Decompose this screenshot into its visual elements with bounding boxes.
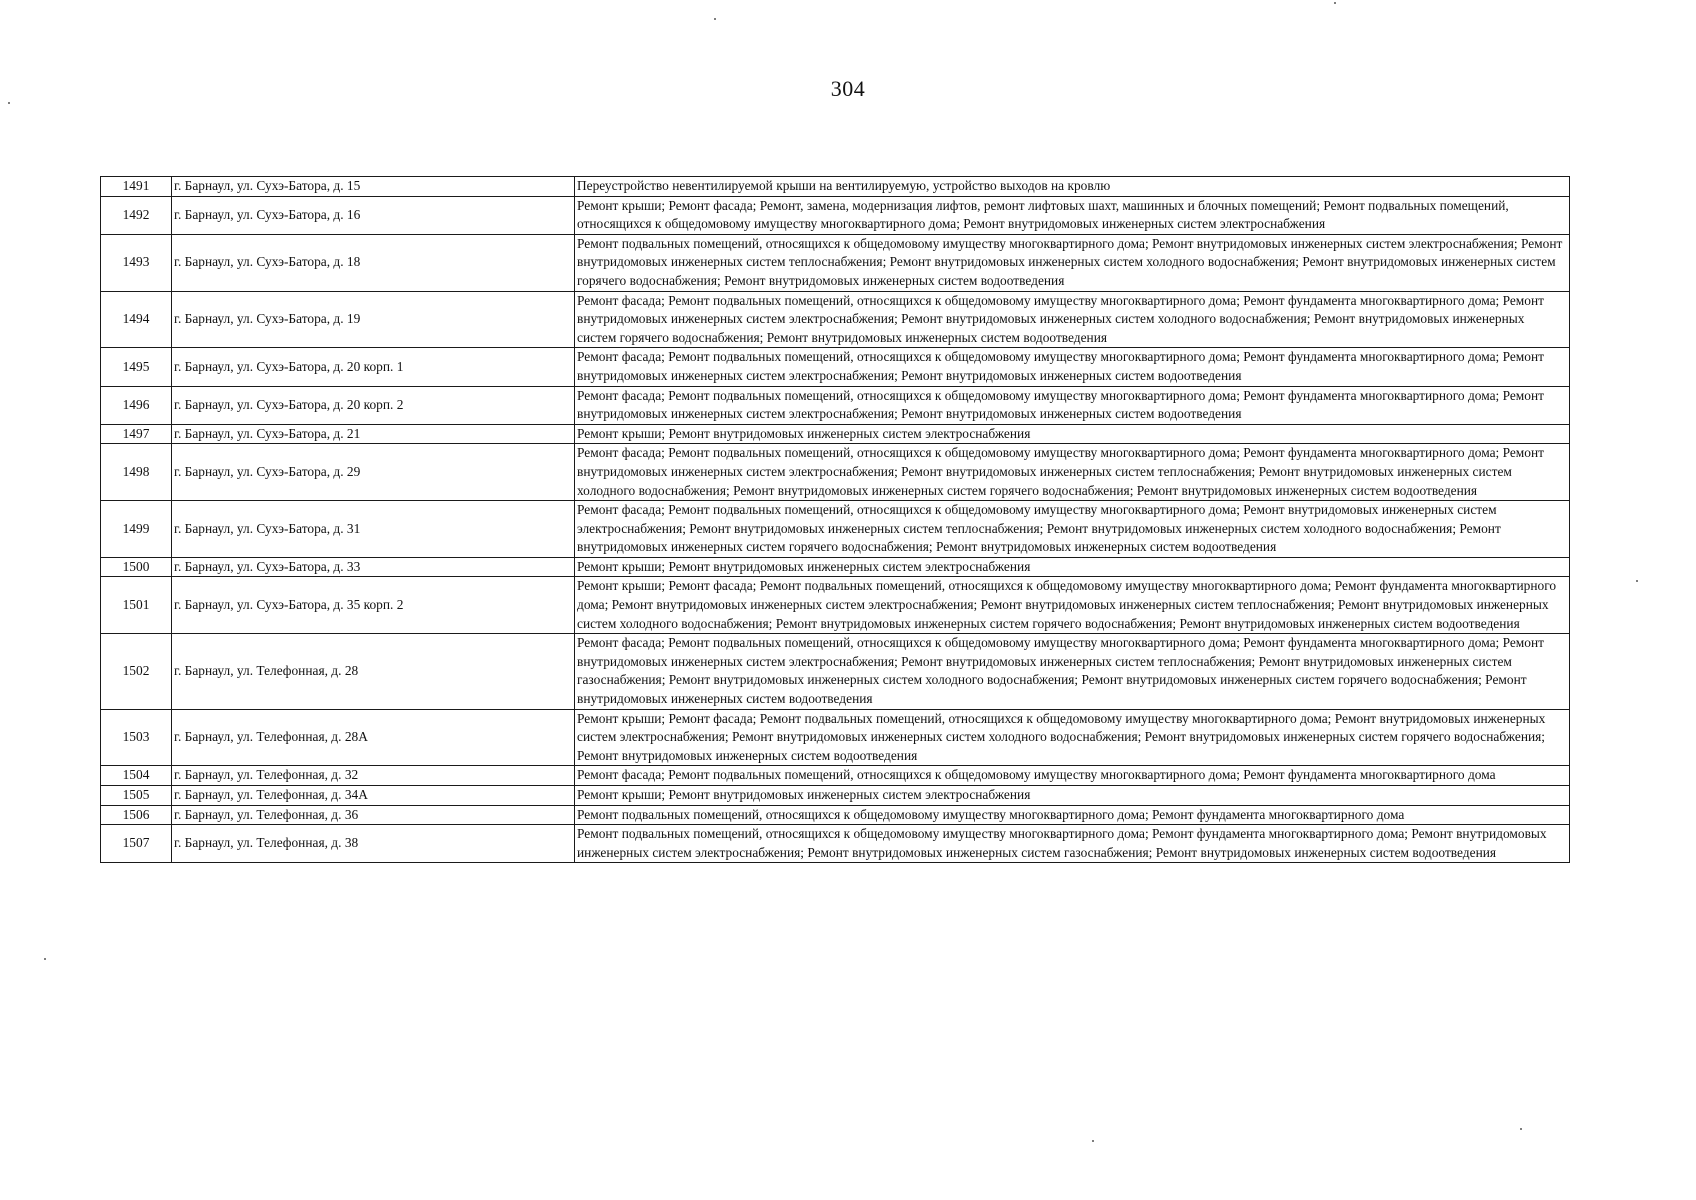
works-cell: Ремонт крыши; Ремонт внутридомовых инженерных систем электроснабжения bbox=[575, 557, 1570, 577]
works-cell: Ремонт фасада; Ремонт подвальных помещений, относящихся к общедомовому имуществу многоквартирного дома; Ремонт фундамента многоквартирного дома bbox=[575, 766, 1570, 786]
works-cell: Переустройство невентилируемой крыши на вентилируемую, устройство выходов на кровлю bbox=[575, 177, 1570, 197]
table-row bbox=[101, 634, 1570, 709]
scan-speck bbox=[44, 958, 46, 960]
row-number-cell: 1506 bbox=[101, 805, 172, 825]
table-row bbox=[101, 234, 1570, 291]
row-number-cell: 1496 bbox=[101, 386, 172, 424]
row-number-cell: 1505 bbox=[101, 786, 172, 806]
works-cell: Ремонт крыши; Ремонт фасада; Ремонт подвальных помещений, относящихся к общедомовому имуществу многоквартирного дома; Ремонт фундамента многоквартирного дома; Ремонт внутридомовых инженерных систем электроснабжения; Ремонт внутридомовых инженерных систем теплоснабжения; Ремонт внутридомовых инженерных систем холодного водоснабжения; Ремонт внутридомовых инженерных систем горячего водоснабжения; Ремонт внутридомовых инженерных систем водоотведения bbox=[575, 577, 1570, 634]
address-cell: г. Барнаул, ул. Сухэ-Батора, д. 18 bbox=[172, 234, 575, 291]
row-number-cell: 1507 bbox=[101, 825, 172, 863]
row-number-cell: 1494 bbox=[101, 291, 172, 348]
scan-speck bbox=[1334, 2, 1336, 4]
table-row bbox=[101, 577, 1570, 634]
address-cell: г. Барнаул, ул. Телефонная, д. 36 bbox=[172, 805, 575, 825]
row-number-cell: 1501 bbox=[101, 577, 172, 634]
works-cell: Ремонт крыши; Ремонт фасада; Ремонт, замена, модернизация лифтов, ремонт лифтовых шахт, машинных и блочных помещений; Ремонт подвальных помещений, относящихся к общедомовому имуществу многоквартирного дома; Ремонт внутридомовых инженерных систем электроснабжения bbox=[575, 196, 1570, 234]
row-number-cell: 1500 bbox=[101, 557, 172, 577]
table-row bbox=[101, 386, 1570, 424]
address-cell: г. Барнаул, ул. Сухэ-Батора, д. 29 bbox=[172, 444, 575, 501]
address-cell: г. Барнаул, ул. Сухэ-Батора, д. 21 bbox=[172, 424, 575, 444]
row-number-cell: 1491 bbox=[101, 177, 172, 197]
works-cell: Ремонт фасада; Ремонт подвальных помещений, относящихся к общедомовому имуществу многоквартирного дома; Ремонт фундамента многоквартирного дома; Ремонт внутридомовых инженерных систем электроснабжения; Ремонт внутридомовых инженерных систем холодного водоснабжения; Ремонт внутридомовых инженерных систем горячего водоснабжения; Ремонт внутридомовых инженерных систем водоотведения bbox=[575, 291, 1570, 348]
works-cell: Ремонт фасада; Ремонт подвальных помещений, относящихся к общедомовому имуществу многоквартирного дома; Ремонт фундамента многоквартирного дома; Ремонт внутридомовых инженерных систем электроснабжения; Ремонт внутридомовых инженерных систем теплоснабжения; Ремонт внутридомовых инженерных систем газоснабжения; Ремонт внутридомовых инженерных систем холодного водоснабжения; Ремонт внутридомовых инженерных систем горячего водоснабжения; Ремонт внутридомовых инженерных систем водоотведения bbox=[575, 634, 1570, 709]
address-cell: г. Барнаул, ул. Сухэ-Батора, д. 20 корп. 2 bbox=[172, 386, 575, 424]
table-row bbox=[101, 709, 1570, 766]
address-cell: г. Барнаул, ул. Сухэ-Батора, д. 19 bbox=[172, 291, 575, 348]
table-row bbox=[101, 825, 1570, 863]
works-cell: Ремонт фасада; Ремонт подвальных помещений, относящихся к общедомовому имуществу многоквартирного дома; Ремонт фундамента многоквартирного дома; Ремонт внутридомовых инженерных систем электроснабжения; Ремонт внутридомовых инженерных систем водоотведения bbox=[575, 386, 1570, 424]
scan-speck bbox=[714, 18, 716, 20]
table-row bbox=[101, 501, 1570, 558]
works-cell: Ремонт фасада; Ремонт подвальных помещений, относящихся к общедомовому имуществу многоквартирного дома; Ремонт внутридомовых инженерных систем электроснабжения; Ремонт внутридомовых инженерных систем теплоснабжения; Ремонт внутридомовых инженерных систем холодного водоснабжения; Ремонт внутридомовых инженерных систем горячего водоснабжения; Ремонт внутридомовых инженерных систем водоотведения bbox=[575, 501, 1570, 558]
works-cell: Ремонт крыши; Ремонт фасада; Ремонт подвальных помещений, относящихся к общедомовому имуществу многоквартирного дома; Ремонт внутридомовых инженерных систем электроснабжения; Ремонт внутридомовых инженерных систем холодного водоснабжения; Ремонт внутридомовых инженерных систем горячего водоснабжения; Ремонт внутридомовых инженерных систем водоотведения bbox=[575, 709, 1570, 766]
address-cell: г. Барнаул, ул. Телефонная, д. 32 bbox=[172, 766, 575, 786]
row-number-cell: 1498 bbox=[101, 444, 172, 501]
address-cell: г. Барнаул, ул. Сухэ-Батора, д. 16 bbox=[172, 196, 575, 234]
table-row bbox=[101, 557, 1570, 577]
works-cell: Ремонт фасада; Ремонт подвальных помещений, относящихся к общедомовому имуществу многоквартирного дома; Ремонт фундамента многоквартирного дома; Ремонт внутридомовых инженерных систем электроснабжения; Ремонт внутридомовых инженерных систем водоотведения bbox=[575, 348, 1570, 386]
row-number-cell: 1499 bbox=[101, 501, 172, 558]
row-number-cell: 1502 bbox=[101, 634, 172, 709]
works-table bbox=[100, 176, 1570, 863]
works-cell: Ремонт крыши; Ремонт внутридомовых инженерных систем электроснабжения bbox=[575, 424, 1570, 444]
address-cell: г. Барнаул, ул. Сухэ-Батора, д. 20 корп. 1 bbox=[172, 348, 575, 386]
address-cell: г. Барнаул, ул. Сухэ-Батора, д. 33 bbox=[172, 557, 575, 577]
address-cell: г. Барнаул, ул. Телефонная, д. 34А bbox=[172, 786, 575, 806]
row-number-cell: 1493 bbox=[101, 234, 172, 291]
table-row bbox=[101, 196, 1570, 234]
row-number-cell: 1495 bbox=[101, 348, 172, 386]
address-cell: г. Барнаул, ул. Сухэ-Батора, д. 31 bbox=[172, 501, 575, 558]
row-number-cell: 1504 bbox=[101, 766, 172, 786]
table-row bbox=[101, 177, 1570, 197]
works-cell: Ремонт подвальных помещений, относящихся к общедомовому имуществу многоквартирного дома; Ремонт фундамента многоквартирного дома; Ремонт внутридомовых инженерных систем электроснабжения; Ремонт внутридомовых инженерных систем газоснабжения; Ремонт внутридомовых инженерных систем водоотведения bbox=[575, 825, 1570, 863]
works-table-body bbox=[101, 177, 1570, 863]
scan-speck bbox=[8, 102, 10, 104]
works-cell: Ремонт фасада; Ремонт подвальных помещений, относящихся к общедомовому имуществу многоквартирного дома; Ремонт фундамента многоквартирного дома; Ремонт внутридомовых инженерных систем электроснабжения; Ремонт внутридомовых инженерных систем теплоснабжения; Ремонт внутридомовых инженерных систем холодного водоснабжения; Ремонт внутридомовых инженерных систем горячего водоснабжения; Ремонт внутридомовых инженерных систем водоотведения bbox=[575, 444, 1570, 501]
table-row bbox=[101, 424, 1570, 444]
table-row bbox=[101, 766, 1570, 786]
row-number-cell: 1492 bbox=[101, 196, 172, 234]
works-cell: Ремонт крыши; Ремонт внутридомовых инженерных систем электроснабжения bbox=[575, 786, 1570, 806]
scan-speck bbox=[1520, 1128, 1522, 1130]
address-cell: г. Барнаул, ул. Телефонная, д. 38 bbox=[172, 825, 575, 863]
address-cell: г. Барнаул, ул. Сухэ-Батора, д. 15 bbox=[172, 177, 575, 197]
table-row bbox=[101, 786, 1570, 806]
page-number: 304 bbox=[830, 76, 866, 101]
table-row bbox=[101, 291, 1570, 348]
works-cell: Ремонт подвальных помещений, относящихся к общедомовому имуществу многоквартирного дома; Ремонт внутридомовых инженерных систем электроснабжения; Ремонт внутридомовых инженерных систем теплоснабжения; Ремонт внутридомовых инженерных систем холодного водоснабжения; Ремонт внутридомовых инженерных систем горячего водоснабжения; Ремонт внутридомовых инженерных систем водоотведения bbox=[575, 234, 1570, 291]
table-row bbox=[101, 805, 1570, 825]
works-cell: Ремонт подвальных помещений, относящихся к общедомовому имуществу многоквартирного дома; Ремонт фундамента многоквартирного дома bbox=[575, 805, 1570, 825]
address-cell: г. Барнаул, ул. Телефонная, д. 28 bbox=[172, 634, 575, 709]
table-row bbox=[101, 444, 1570, 501]
address-cell: г. Барнаул, ул. Сухэ-Батора, д. 35 корп. 2 bbox=[172, 577, 575, 634]
table-row bbox=[101, 348, 1570, 386]
address-cell: г. Барнаул, ул. Телефонная, д. 28А bbox=[172, 709, 575, 766]
row-number-cell: 1497 bbox=[101, 424, 172, 444]
row-number-cell: 1503 bbox=[101, 709, 172, 766]
scan-speck bbox=[1092, 1140, 1094, 1142]
scan-speck bbox=[1636, 580, 1638, 582]
